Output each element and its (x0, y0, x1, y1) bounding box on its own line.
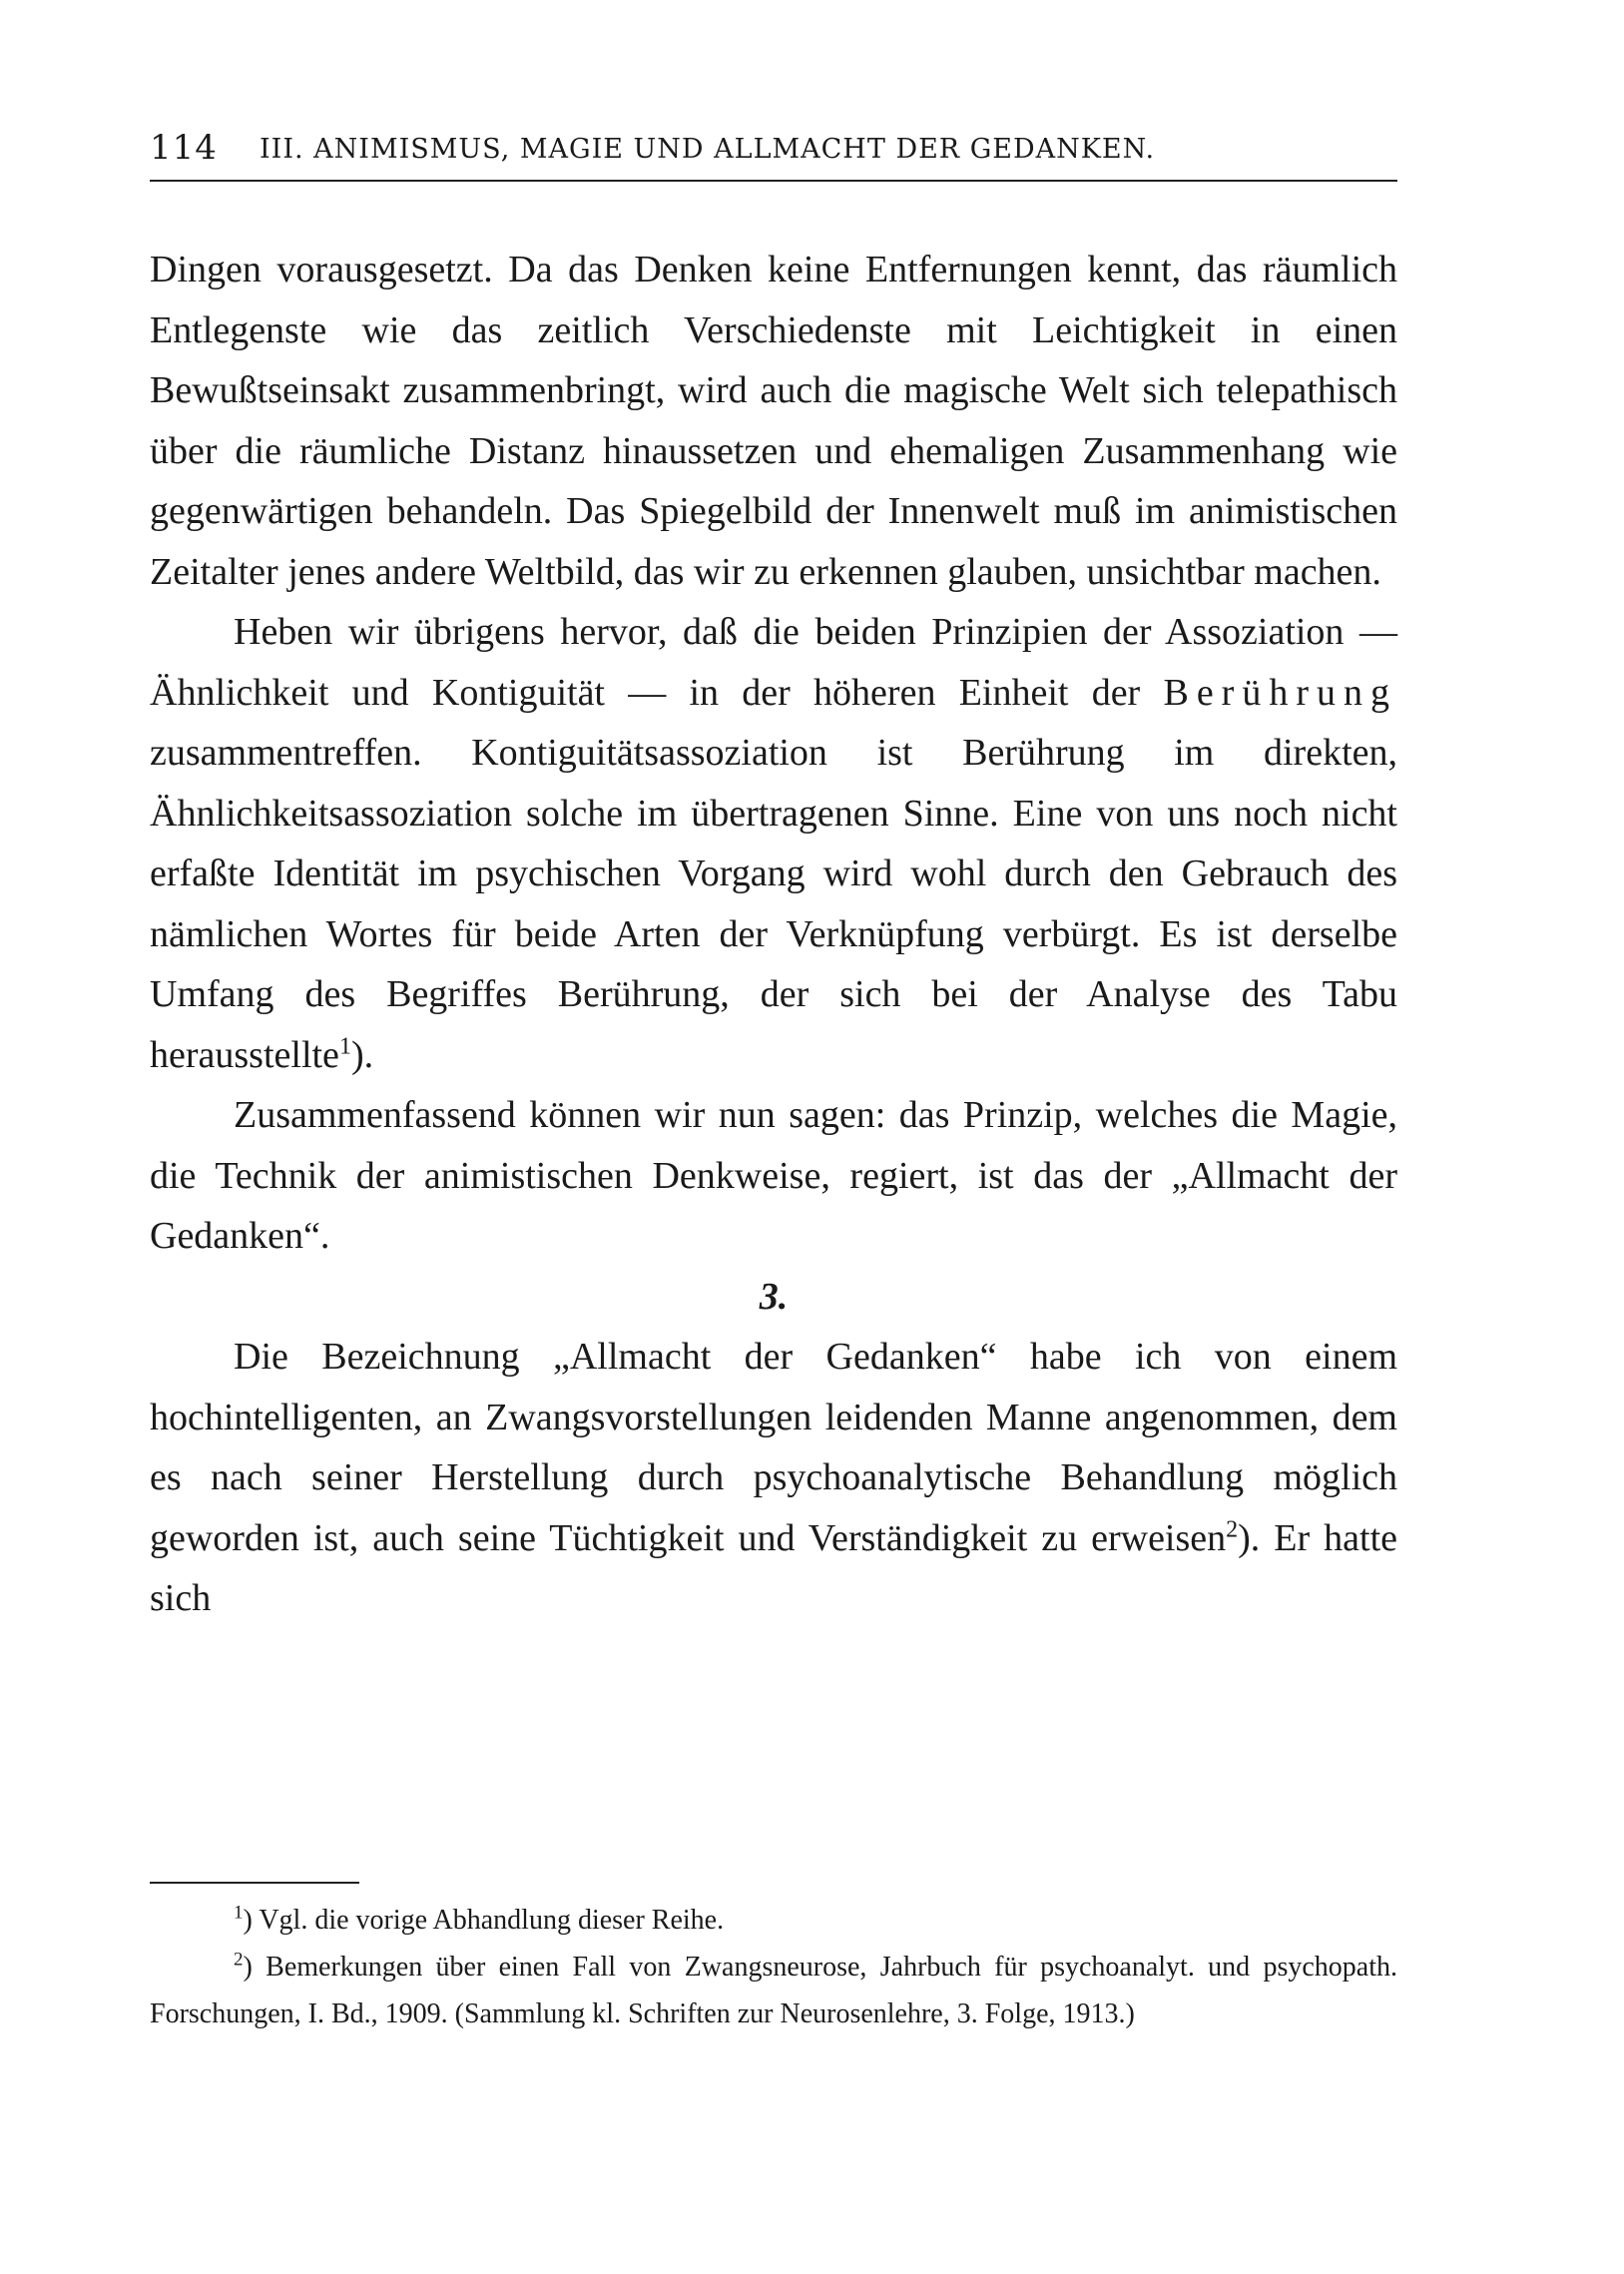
paragraph-4-end: ). Er hatte sich (150, 1516, 1397, 1619)
paragraph-4-text: Die Bezeichnung „Allmacht der Gedanken“ habe ich von einem hochintelligenten, an Zwangsvorstellungen leidenden Manne angenommen, dem es nach seiner Herstellung durch psychoanalytische Behandlung möglich geworden ist, auch seine Tüchtigkeit und Verständigkeit zu erweisen (150, 1336, 1397, 1559)
paragraph-2 (150, 602, 1397, 1085)
page-number: 114 (150, 128, 218, 168)
footnotes (150, 1897, 1397, 2037)
footnote-2 (150, 1944, 1397, 2037)
footnote-ref-2: 2 (1226, 1515, 1239, 1542)
main-text (150, 240, 1397, 1629)
paragraph-2-text-b: zusammentreffen. Kontiguitätsassoziation ist Berührung im direkten, Ähnlichkeitsassoziation solche im übertragenen Sinne. Eine von uns noch nicht erfaßte Identität im psychischen Vorgang wird wohl durch den Gebrauch des nämlichen Wortes für beide Arten der Verknüpfung verbürgt. Es ist derselbe Umfang des Begriffes Berührung, der sich bei der Analyse des Tabu herausstellte (150, 732, 1397, 1076)
footnote-ref-1: 1 (338, 1032, 351, 1059)
footnote-1 (150, 1897, 1397, 1944)
section-number: 3. (759, 1275, 789, 1318)
spaced-term-beruehrung: Berührung (1163, 671, 1397, 714)
footnote-divider (150, 1882, 359, 1884)
paragraph-3: Zusammenfassend können wir nun sagen: das Prinzip, welches die Magie, die Technik der animistischen Denkweise, regiert, ist das der „Allmacht der Gedanken“. (150, 1094, 1397, 1257)
page-header (150, 128, 1397, 182)
footnote-2-text: ) Bemerkungen über einen Fall von Zwangsneurose, Jahrbuch für psychoanalyt. und psychopath. Forschungen, I. Bd., 1909. (Sammlung kl. Schriften zur Neurosenlehre, 3. Folge, 1913.) (150, 1952, 1397, 2029)
paragraph-1: Dingen vorausgesetzt. Da das Denken keine Entfernungen kennt, das räumlich Entlegenste wie das zeitlich Verschiedenste mit Leichtigkeit in einen Bewußtseinsakt zusammenbringt, wird auch die magische Welt sich telepathisch über die räumliche Distanz hinaussetzen und ehemaligen Zusammenhang wie gegenwärtigen behandeln. Das Spiegelbild der Innenwelt muß im animistischen Zeitalter jenes andere Weltbild, das wir zu erkennen glauben, unsichtbar machen. (150, 249, 1397, 593)
paragraph-2-end: ). (350, 1033, 374, 1076)
footnote-1-text: ) Vgl. die vorige Abhandlung dieser Reihe. (243, 1905, 725, 1936)
footnote-2-marker: 2 (234, 1949, 244, 1971)
footnote-1-marker: 1 (234, 1902, 244, 1924)
running-title: III. ANIMISMUS, MAGIE UND ALLMACHT DER GEDANKEN. (260, 134, 1156, 165)
paragraph-4 (150, 1327, 1397, 1629)
paragraph-2-text-a: Heben wir übrigens hervor, daß die beiden Prinzipien der Assoziation — Ähnlichkeit und Kontiguität — in der höheren Einheit der (150, 611, 1397, 714)
